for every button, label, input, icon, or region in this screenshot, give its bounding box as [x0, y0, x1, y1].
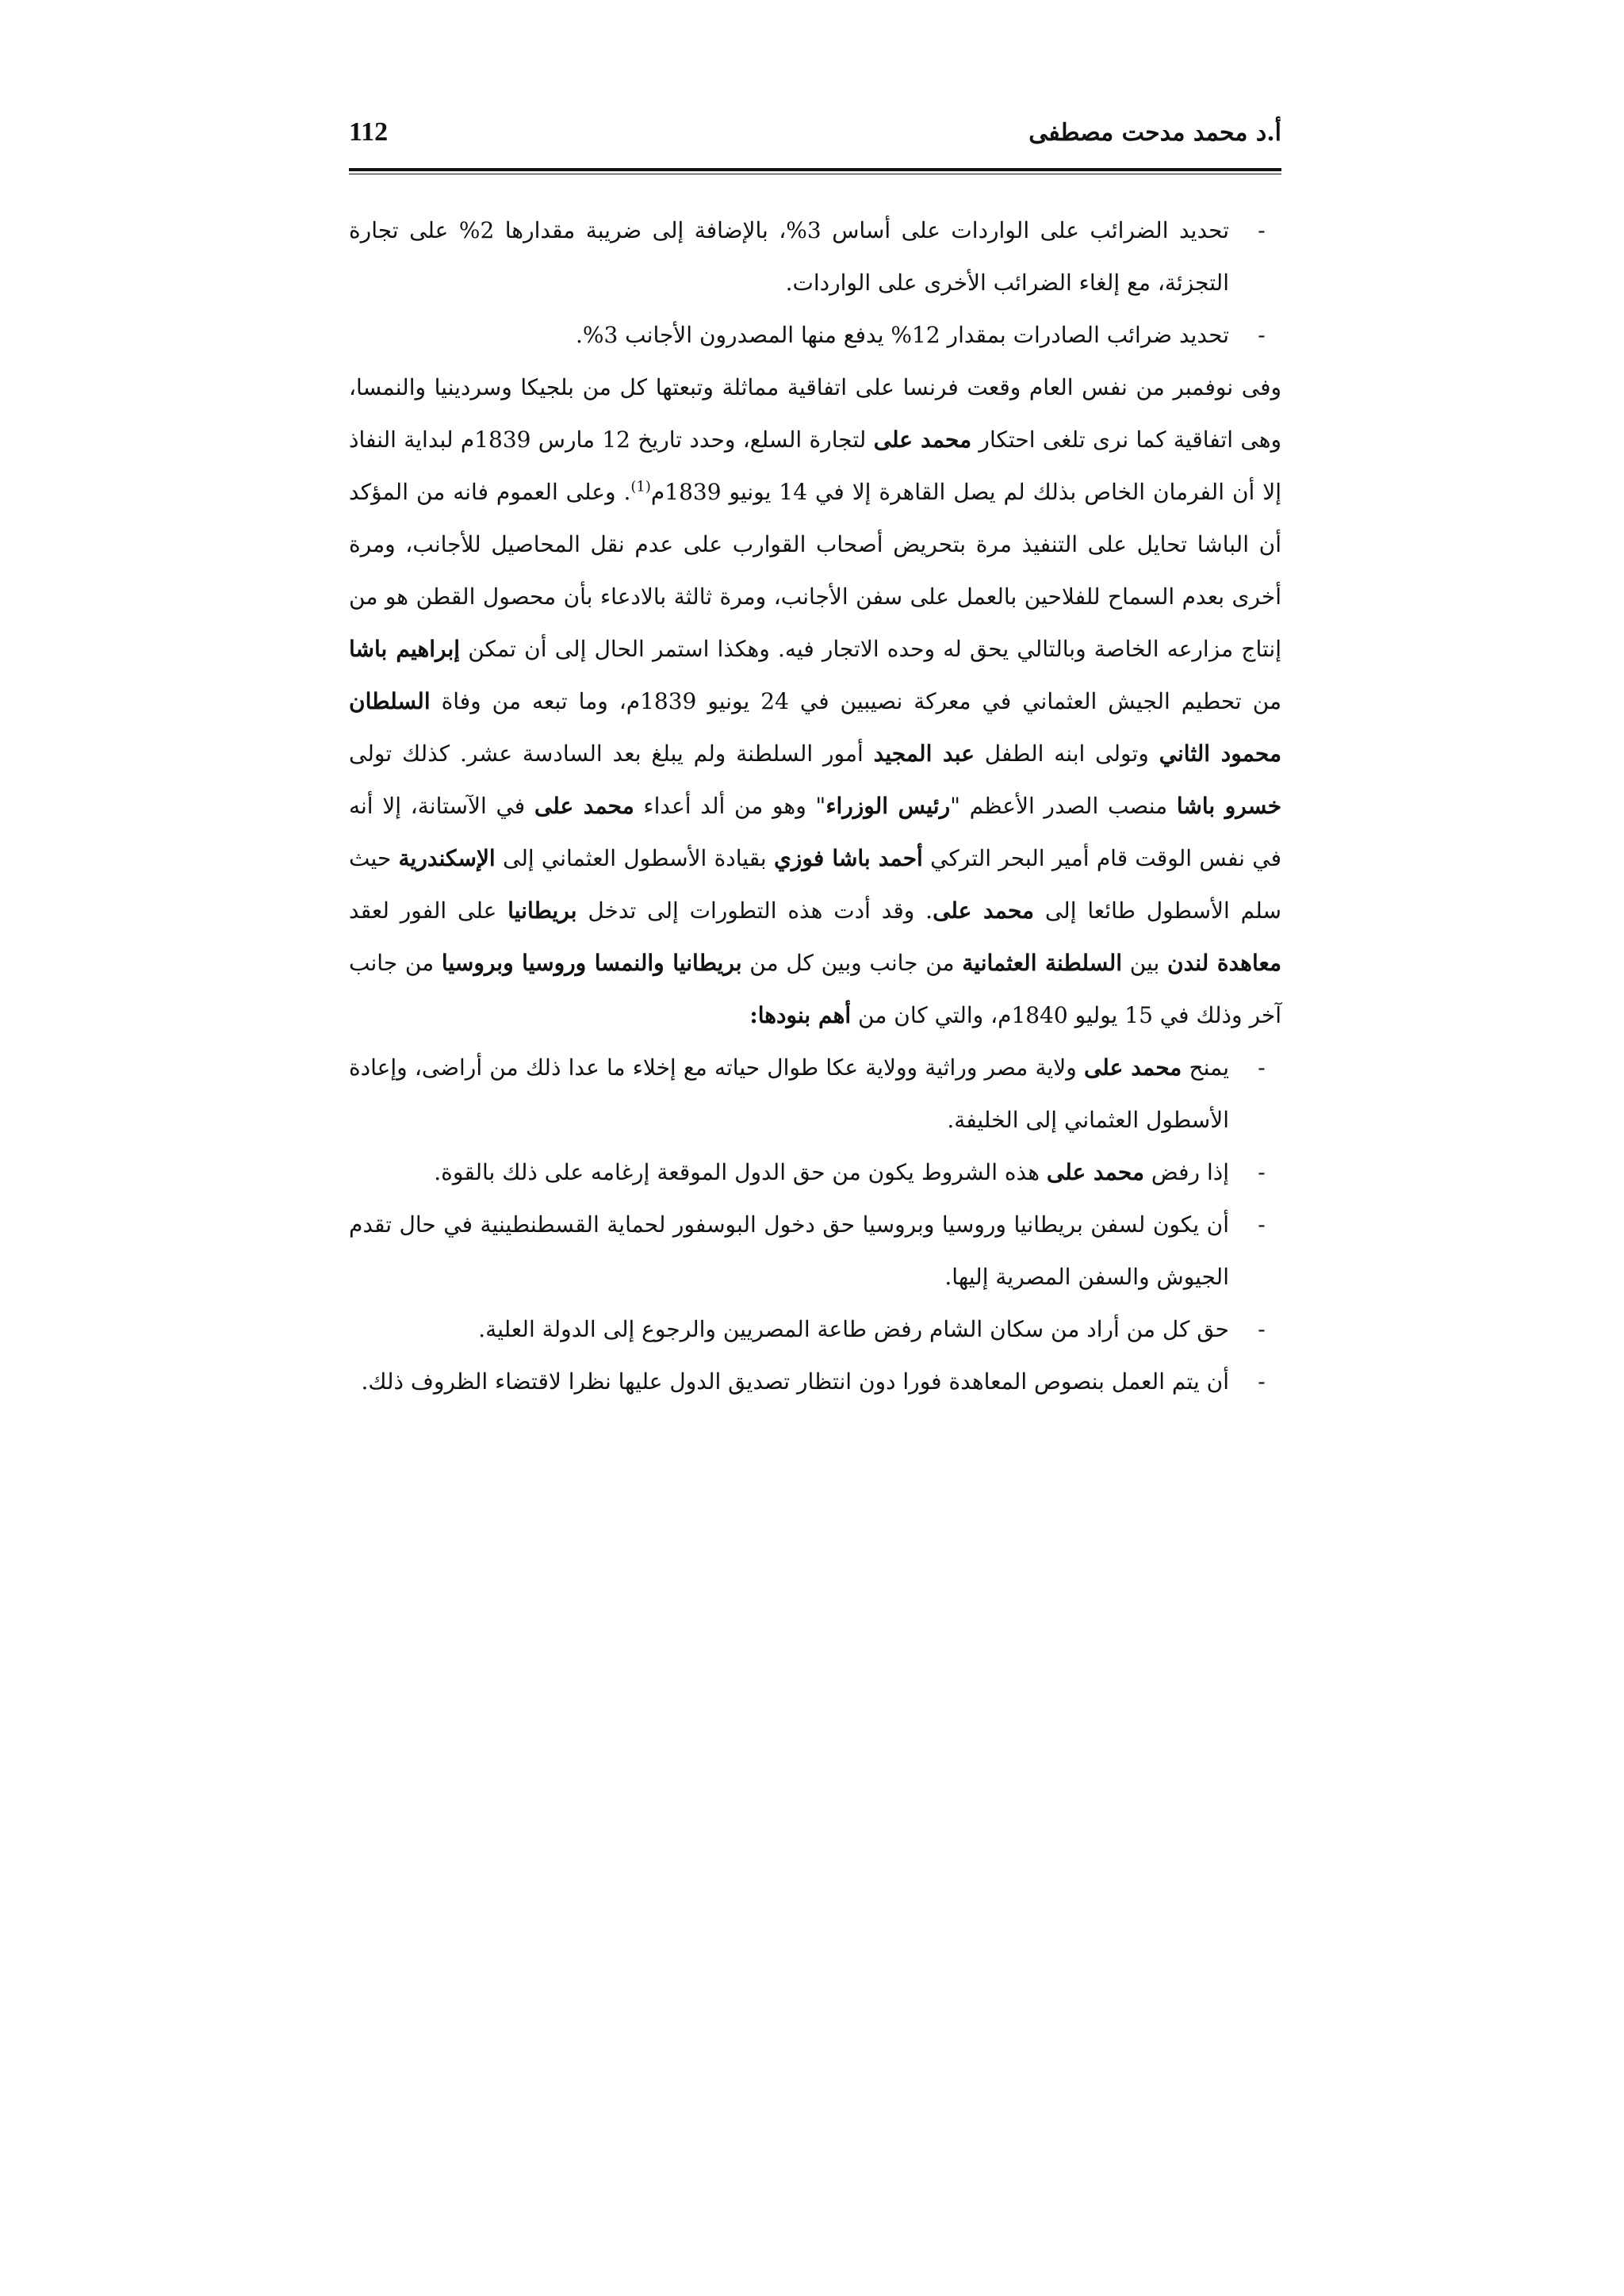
bold-term: محمد على	[1083, 1054, 1182, 1081]
paragraph-text: . وقد أدت هذه التطورات إلى تدخل	[576, 897, 933, 924]
paragraph-text: في الآستانة، إلا أنه في نفس الوقت قام أمير البحر التركي	[349, 793, 1281, 871]
paragraph-text: " وهو من ألد أعداء	[634, 793, 826, 819]
footnote-marker[interactable]: (1)	[630, 478, 651, 496]
paragraph-text: وتولى ابنه الطفل	[974, 740, 1159, 767]
list-item	[349, 1042, 1281, 1146]
list-item-text-post: هذه الشروط يكون من حق الدول الموقعة إرغامه على ذلك بالقوة.	[434, 1159, 1047, 1185]
page-header	[349, 105, 1281, 160]
list-item	[349, 1356, 1281, 1408]
bold-term: أحمد باشا فوزي	[773, 845, 923, 871]
paragraph-text: منصب الصدر الأعظم "	[950, 793, 1177, 819]
bold-term: إبراهيم باشا	[349, 636, 461, 662]
bullet-dash: -	[1258, 1316, 1266, 1342]
bullet-dash: -	[1258, 217, 1266, 243]
bold-term: خسرو باشا	[1176, 793, 1281, 819]
list-item	[349, 309, 1281, 362]
paragraph-text: حيث سلم الأسطول طائعا إلى	[349, 845, 1281, 924]
list-item-text-pre: أن يتم العمل بنصوص المعاهدة فورا دون انتظار تصديق الدول عليها نظرا لاقتضاء الظروف ذلك.	[361, 1368, 1229, 1395]
list-item	[349, 1146, 1281, 1199]
list-item-text	[349, 1303, 1229, 1356]
list-item	[349, 1303, 1281, 1356]
running-head-author: أ.د محمد مدحت مصطفى	[1028, 118, 1281, 147]
bold-term: السلطنة العثمانية	[962, 950, 1123, 976]
page-number: 112	[349, 117, 389, 147]
bold-term: رئيس الوزراء	[825, 793, 951, 819]
paragraph-text: لتجارة السلع، وحدد تاريخ 12 مارس 1839م لبداية النفاذ إلا أن الفرمان الخاص بذلك لم يصل القاهرة إلا في 14 يونيو 1839م	[349, 427, 1281, 505]
list-item-text	[349, 1042, 1229, 1146]
header-rule	[349, 168, 1281, 174]
paragraph-text: من جانب آخر وذلك في 15 يوليو 1840م، والتي كان من	[349, 950, 1281, 1028]
list-item-text-pre: إذا رفض	[1143, 1159, 1229, 1185]
list-item-text-post: ولاية مصر وراثية وولاية عكا طوال حياته مع إخلاء ما عدا ذلك من أراضى، وإعادة الأسطول العثماني إلى الخليفة.	[349, 1054, 1229, 1133]
bold-term: معاهدة لندن	[1167, 950, 1281, 976]
bold-term: الإسكندرية	[398, 845, 496, 871]
paragraph-text: بقيادة الأسطول العثماني إلى	[495, 845, 774, 871]
list-item-text-pre: حق كل من أراد من سكان الشام رفض طاعة المصريين والرجوع إلى الدولة العلية.	[478, 1316, 1229, 1342]
bold-term: عبد المجيد	[873, 740, 975, 767]
bullet-dash: -	[1258, 1159, 1266, 1185]
bold-term: محمد على	[1046, 1159, 1144, 1185]
paragraph-text: بين	[1122, 950, 1168, 976]
bold-term: بريطانيا	[508, 897, 577, 924]
list-item-text: تحديد ضرائب الصادرات بمقدار 12% يدفع منها المصدرون الأجانب 3%.	[575, 322, 1229, 348]
list-item-text	[349, 1356, 1229, 1408]
paragraph-text: . وعلى العموم فانه من المؤكد أن الباشا تحايل على التنفيذ مرة بتحريض أصحاب القوارب على عدم نقل المحاصيل للأجانب، ومرة أخرى بعدم السماح للفلاحين بالعمل على سفن الأجانب، ومرة ثالثة بالادعاء بأن محصول القطن هو من إنتاج مزارعه الخاصة وبالتالي يحق له وحده الاتجار فيه. وهكذا استمر الحال إلى أن تمكن	[349, 479, 1281, 662]
bold-term: بريطانيا والنمسا وروسيا وبروسيا	[441, 950, 742, 976]
list-item-text	[349, 1199, 1229, 1303]
bold-term: محمد على	[534, 793, 634, 819]
paragraph-text: من جانب وبين كل من	[741, 950, 963, 976]
body-text	[349, 205, 1281, 1408]
list-item	[349, 205, 1281, 309]
bold-term: أهم بنودها:	[749, 1002, 852, 1028]
list-item-text: تحديد الضرائب على الواردات على أساس 3%، بالإضافة إلى ضريبة مقدارها 2% على تجارة التجزئة، مع إلغاء الضرائب الأخرى على الواردات.	[349, 217, 1230, 296]
bullet-dash: -	[1258, 1054, 1266, 1081]
main-paragraph	[349, 362, 1281, 1042]
bold-term: محمد على	[873, 427, 972, 453]
list-item-text-pre: أن يكون لسفن بريطانيا وروسيا وبروسيا حق دخول البوسفور لحماية القسطنطينية في حال تقدم الجيوش والسفن المصرية إليها.	[349, 1211, 1229, 1290]
list-item-text	[349, 1146, 1229, 1199]
bullet-dash: -	[1258, 1368, 1266, 1395]
paragraph-text: وفى نوفمبر من نفس العام وقعت فرنسا على اتفاقية مماثلة وتبعتها كل من بلجيكا وسردينيا والنمسا، وهى اتفاقية كما نرى تلغى احتكار	[349, 374, 1281, 453]
bullet-dash: -	[1258, 1211, 1266, 1238]
paragraph-text: من تحطيم الجيش العثماني في معركة نصيبين في 24 يونيو 1839م، وما تبعه من وفاة	[430, 688, 1282, 714]
bold-term: السلطان محمود الثاني	[349, 688, 1281, 767]
bold-term: محمد على	[933, 897, 1035, 924]
bullet-dash: -	[1258, 322, 1266, 348]
paragraph-text: على الفور لعقد	[349, 897, 508, 924]
list-item	[349, 1199, 1281, 1303]
list-item-text-pre: يمنح	[1182, 1054, 1229, 1081]
paragraph-text: أمور السلطنة ولم يبلغ بعد السادسة عشر. كذلك تولى	[349, 740, 874, 767]
